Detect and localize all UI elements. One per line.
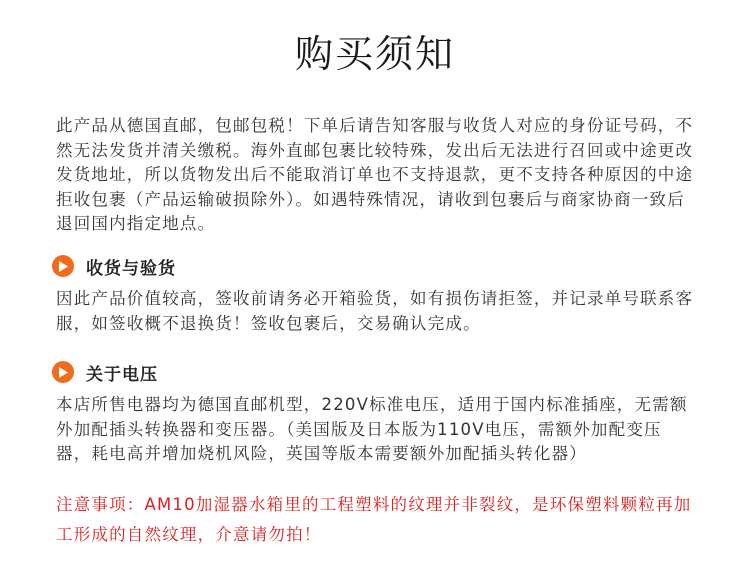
intro-paragraph: 此产品从德国直邮，包邮包税！下单后请告知客服与收货人对应的身份证号码，不然无法发货并清关缴税。海外直邮包裹比较特殊，发出后无法进行召回或中途更改发货地址，所以货物发出后不能取消订单也不支持退款，更不支持各种原因的中途拒收包裹（产品运输破损除外）。如遇特殊情况，请收到包裹后与商家协商一致后退回国内指定地点。: [56, 116, 694, 233]
page-title: 购买须知: [294, 32, 455, 76]
inspection-paragraph: 因此产品价值较高，签收前请务必开箱验货，如有损伤请拒签，并记录单号联系客服，如签收概不退换货！签收包裹后，交易确认完成。: [56, 289, 694, 333]
play-icon: [52, 361, 74, 383]
section-heading-inspection: [52, 252, 176, 280]
play-icon: [52, 255, 74, 277]
notice-text: 注意事项：AM10加湿器水箱里的工程塑料的纹理并非裂纹，是环保塑料颗粒再加工形成的自然纹理，介意请勿拍！: [56, 495, 692, 544]
voltage-paragraph: 本店所售电器均为德国直邮机型，220V标准电压，适用于国内标准插座，无需额外加配插头转换器和变压器。（美国版及日本版为110V电压，需额外加配变压器，耗电高并增加烧机风险，英国等版本需要额外加配插头转化器）: [56, 395, 688, 463]
section-heading-label: 关于电压: [86, 364, 158, 385]
section-heading-voltage: [52, 358, 158, 386]
section-heading-label: 收货与验货: [86, 258, 176, 279]
